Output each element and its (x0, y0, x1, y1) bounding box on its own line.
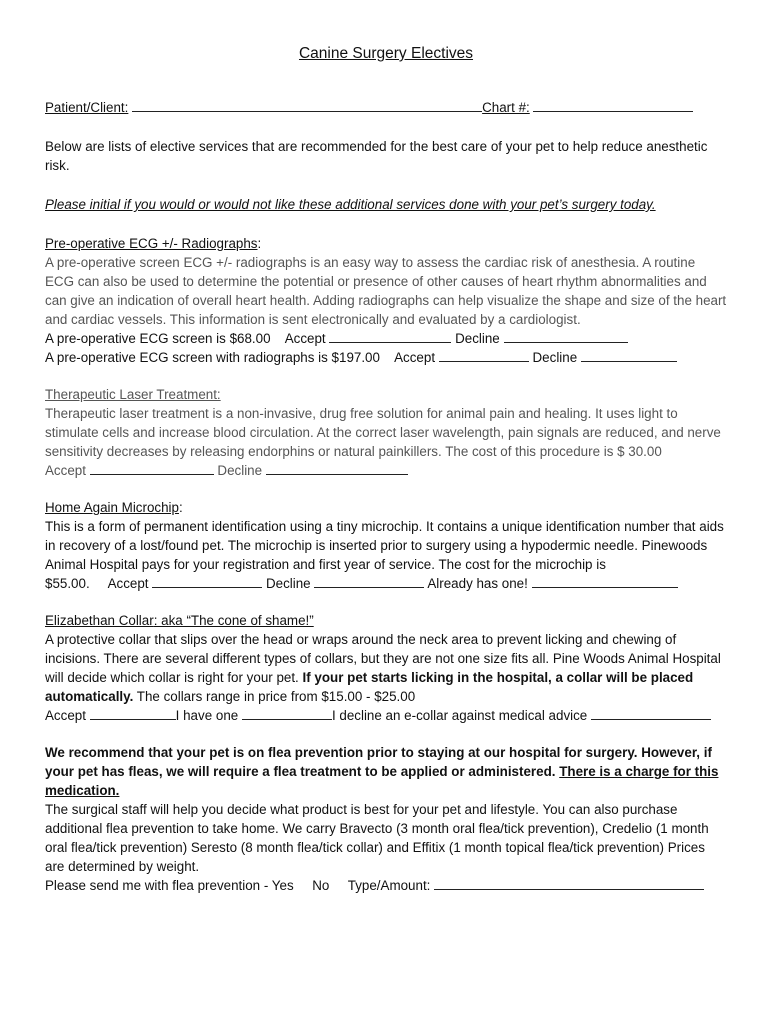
flea-option-row (45, 876, 727, 895)
collar-have-one-field[interactable] (242, 706, 332, 720)
flea-description: The surgical staff will help you decide what product is best for your pet and lifestyle. You can also purchase additional flea prevention to take home. We carry Bravecto (3 month oral flea/tick prevention), Credelio (1 month oral flea/tick prevention) Seresto (8 month flea/tick collar) and Effitix (1 month topical flea/tick prevention) Prices are determined by weight. (45, 802, 709, 874)
ecg-section (45, 234, 727, 367)
ecg-radiograph-option-text: A pre-operative ECG screen with radiographs is $197.00 (45, 350, 380, 365)
laser-decline-field[interactable] (266, 461, 408, 475)
microchip-heading: Home Again Microchip (45, 500, 179, 515)
patient-row (45, 98, 727, 117)
instruction-text: Please initial if you would or would not like these additional services done with your pet’s surgery today. (45, 197, 656, 212)
collar-bold-notice: If your pet starts licking in the hospital, a collar will be placed automatically. (45, 670, 694, 704)
microchip-already-label: Already has one! (427, 576, 528, 591)
ecg-radiograph-accept-label: Accept (394, 350, 436, 365)
ecg-description: A pre-operative screen ECG +/- radiographs is an easy way to assess the cardiac risk of anesthesia. A routine ECG can also be used to determine the potential or presence of other causes of heart rhythm abnormalities and can give an indication of overall heart health. Adding radiographs can help visualize the shape and size of the heart and cardiac vessels. This information is sent electronically and evaluated by a cardiologist. (45, 255, 727, 327)
ecg-option-row (45, 329, 727, 348)
collar-description: A protective collar that slips over the head or wraps around the neck area to prevent licking and chewing of incisions. There are several different types of collars, but they are not one size fits all. Pine Woods Animal Hospital will decide which collar is right for your pet. (45, 632, 721, 685)
collar-aka: : aka “The cone of shame!” (153, 613, 314, 628)
microchip-already-field[interactable] (532, 574, 678, 588)
laser-decline-label: Decline (217, 463, 263, 478)
page-title: Canine Surgery Electives (298, 45, 474, 62)
microchip-accept-label: Accept (107, 576, 149, 591)
ecg-radiograph-decline-label: Decline (532, 350, 578, 365)
ecg-radiograph-option-row (45, 348, 727, 367)
collar-description-block (45, 630, 727, 706)
laser-accept-label: Accept (45, 463, 86, 478)
microchip-option-row (45, 574, 727, 593)
ecg-option-text: A pre-operative ECG screen is $68.00 (45, 331, 271, 346)
flea-send-label: Please send me with flea prevention - (45, 878, 269, 893)
collar-decline-advice-label: I decline an e-collar against medical advice (331, 708, 588, 723)
microchip-decline-label: Decline (265, 576, 311, 591)
chart-label: Chart #: (482, 100, 530, 115)
laser-option-row (45, 461, 727, 480)
flea-bold-notice: We recommend that your pet is on flea prevention prior to staying at our hospital for surgery. However, if your pet has fleas, we will require a flea treatment to be applied or administered. (45, 745, 712, 779)
microchip-price: $55.00. (45, 576, 90, 591)
ecg-accept-label: Accept (284, 331, 326, 346)
collar-price: The collars range in price from $15.00 - $25.00 (136, 689, 416, 704)
microchip-decline-field[interactable] (314, 574, 424, 588)
microchip-description: This is a form of permanent identification using a tiny microchip. It contains a unique identification number that aids in recovery of a lost/found pet. The microchip is inserted prior to surgery using a hypodermic needle. Pinewoods Animal Hospital pays for your registration and first year of service. The cost for the microchip is (45, 519, 724, 572)
collar-decline-field[interactable] (591, 706, 711, 720)
chart-number-field[interactable] (533, 98, 693, 112)
ecg-heading: Pre-operative ECG +/- Radiographs (45, 236, 258, 251)
ecg-accept-field[interactable] (329, 329, 451, 343)
flea-type-amount-label: Type/Amount: (347, 878, 431, 893)
ecg-radiograph-accept-field[interactable] (439, 348, 529, 362)
collar-section (45, 611, 727, 725)
collar-accept-label: Accept (45, 708, 86, 723)
intro-text: Below are lists of elective services that are recommended for the best care of your pet to help reduce anesthetic risk. (45, 139, 708, 173)
microchip-accept-field[interactable] (152, 574, 262, 588)
ecg-radiograph-decline-field[interactable] (581, 348, 677, 362)
ecg-decline-label: Decline (455, 331, 500, 346)
collar-heading: Elizabethan Collar (45, 613, 154, 628)
laser-description: Therapeutic laser treatment is a non-invasive, drug free solution for animal pain and healing. It uses light to stimulate cells and increase blood circulation. At the correct laser wavelength, pain signals are reduced, and nerve sensitivity decreases by releasing endorphins or natural painkillers. The cost of this procedure is $ 30.00 (45, 406, 721, 459)
patient-client-field[interactable] (132, 98, 482, 112)
form-page (45, 44, 727, 895)
collar-have-one-label: I have one (175, 708, 239, 723)
laser-accept-field[interactable] (90, 461, 214, 475)
laser-heading: Therapeutic Laser Treatment: (45, 387, 221, 402)
collar-option-row (45, 706, 727, 725)
microchip-heading-colon: : (178, 500, 183, 515)
flea-charge-notice: There is a charge for this medication. (45, 764, 719, 798)
collar-accept-field[interactable] (90, 706, 176, 720)
flea-type-amount-field[interactable] (434, 876, 704, 890)
flea-section (45, 743, 727, 895)
flea-yes-option[interactable]: Yes (271, 878, 294, 893)
patient-label: Patient/Client: (45, 100, 129, 115)
flea-no-option[interactable]: No (312, 878, 330, 893)
flea-notice-block (45, 743, 727, 800)
microchip-section (45, 498, 727, 593)
laser-section (45, 385, 727, 480)
ecg-heading-colon: : (257, 236, 262, 251)
ecg-decline-field[interactable] (504, 329, 628, 343)
